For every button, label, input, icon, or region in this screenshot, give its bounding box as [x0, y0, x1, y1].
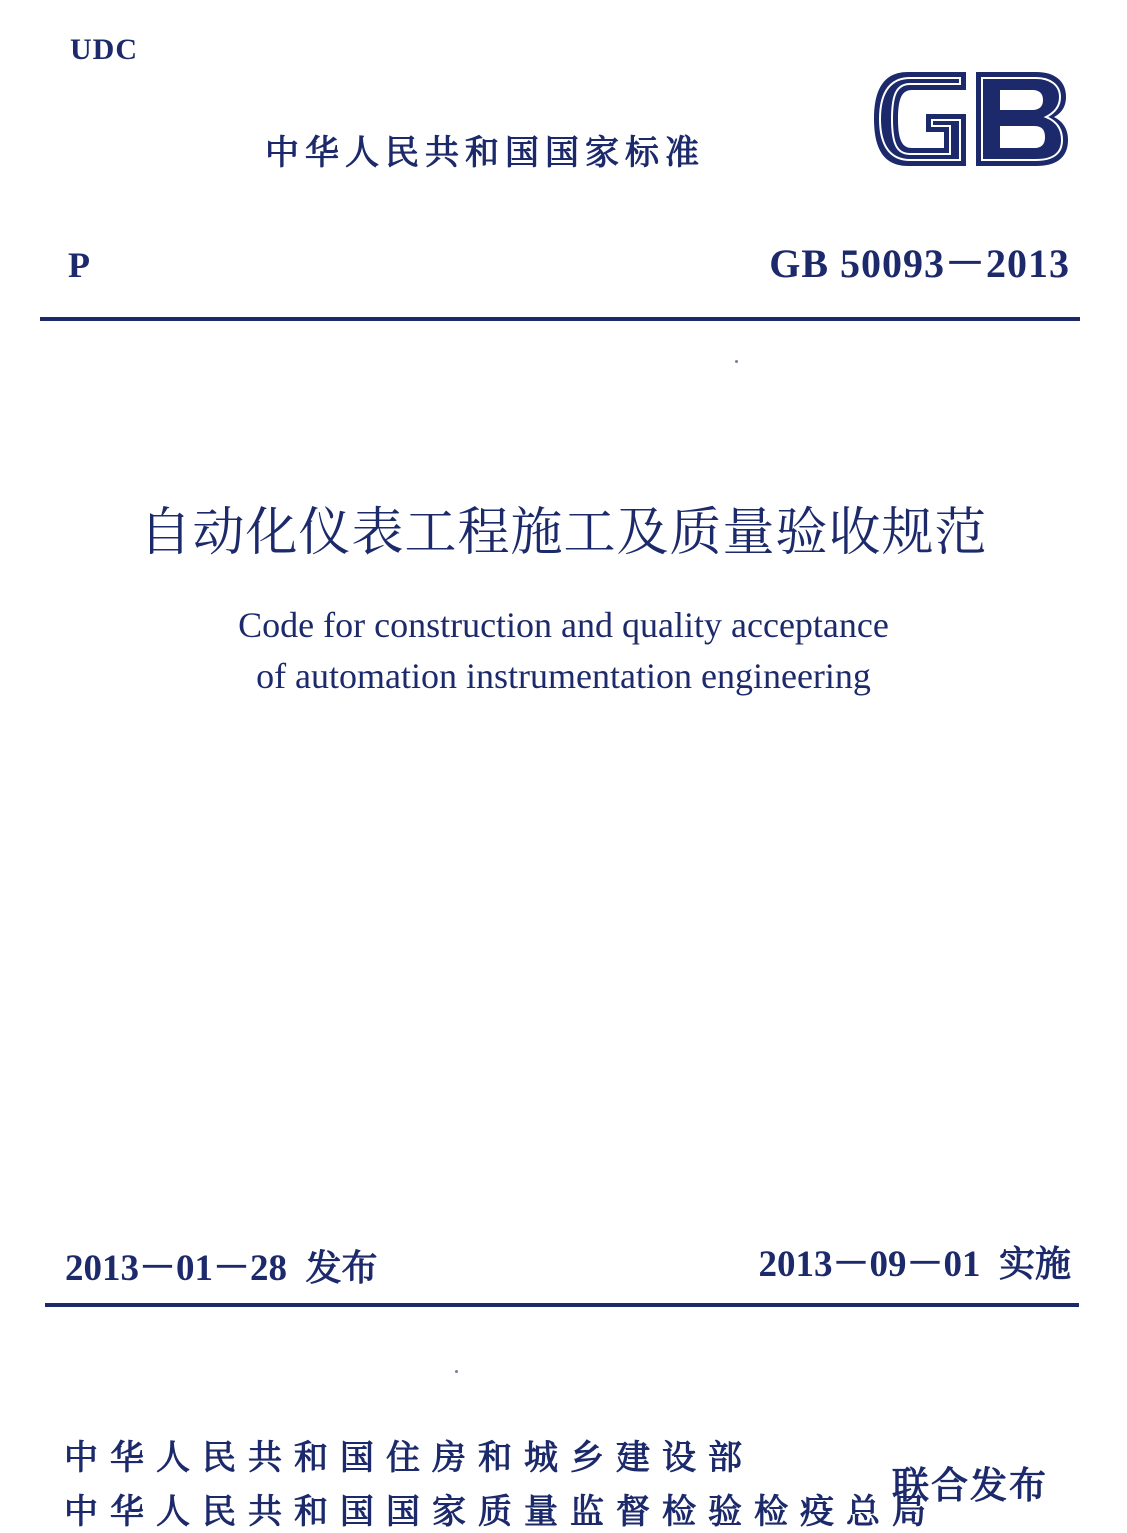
- gb-logo: [868, 64, 1074, 174]
- standard-number: GB 50093－2013: [769, 241, 1070, 286]
- udc-label: UDC: [70, 33, 138, 66]
- national-standard-heading: 中华人民共和国国家标准: [265, 133, 705, 173]
- title-chinese: 自动化仪表工程施工及质量验收规范: [139, 503, 988, 563]
- scan-speck: [455, 1370, 458, 1373]
- category-code: P: [68, 245, 90, 285]
- title-english-line-1: Code for construction and quality acceptance: [238, 605, 889, 645]
- implementation-date: 2013－09－01: [758, 1244, 981, 1285]
- implementation-date-block: [758, 1233, 1071, 1287]
- issuer-ministry: 中华人民共和国住房和城乡建设部: [64, 1438, 754, 1478]
- implementation-label: 实施: [998, 1244, 1071, 1285]
- scan-speck: [735, 360, 738, 363]
- issue-date: 2013－01－28: [65, 1248, 287, 1289]
- issue-label: 发布: [305, 1248, 378, 1289]
- bottom-divider: [45, 1303, 1079, 1307]
- issuer-aqsiq: 中华人民共和国国家质量监督检验检疫总局: [64, 1492, 938, 1532]
- issue-date-block: [65, 1237, 378, 1291]
- joint-publish-label: 联合发布: [892, 1464, 1048, 1507]
- title-english-line-2: of automation instrumentation engineering: [256, 656, 871, 696]
- top-divider: [40, 317, 1080, 321]
